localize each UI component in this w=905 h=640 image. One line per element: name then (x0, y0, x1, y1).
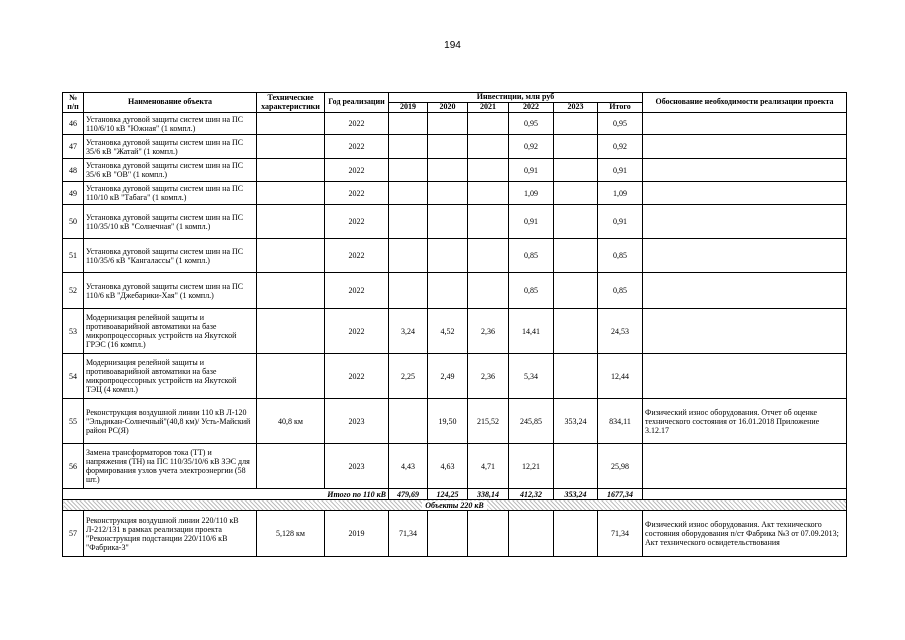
row-num: 57 (63, 511, 84, 557)
row-name: Установка дуговой защиты систем шин на ПС 110/10 кВ "Табага" (1 компл.) (84, 182, 257, 205)
row-2019 (389, 113, 428, 135)
row-tech (257, 239, 325, 273)
investment-table (62, 92, 847, 557)
row-2023 (554, 205, 598, 239)
header-2021: 2021 (468, 103, 509, 113)
table-row (63, 399, 847, 444)
table-row (63, 182, 847, 205)
header-num: № п/п (63, 93, 84, 113)
row-year: 2019 (325, 511, 389, 557)
row-tech (257, 113, 325, 135)
row-name: Установка дуговой защиты систем шин на ПС 110/6/10 кВ "Южная" (1 компл.) (84, 113, 257, 135)
row-2023 (554, 444, 598, 489)
row-2022 (509, 511, 554, 557)
summary-row (63, 489, 847, 500)
row-tech (257, 205, 325, 239)
row-2020 (428, 113, 468, 135)
row-total: 0,95 (598, 113, 643, 135)
row-2019 (389, 399, 428, 444)
row-total: 0,85 (598, 239, 643, 273)
row-2021 (468, 205, 509, 239)
row-2022: 12,21 (509, 444, 554, 489)
row-name: Модернизация релейной защиты и противоаварийной автоматики на базе микропроцессорных устройств на Якутской ТЭЦ (4 компл.) (84, 354, 257, 399)
row-tech (257, 309, 325, 354)
row-year: 2022 (325, 135, 389, 159)
row-2022: 0,92 (509, 135, 554, 159)
row-2020: 2,49 (428, 354, 468, 399)
page-number: 194 (444, 40, 461, 51)
row-2022: 0,91 (509, 205, 554, 239)
row-num: 52 (63, 273, 84, 309)
row-total: 0,85 (598, 273, 643, 309)
row-name: Установка дуговой защиты систем шин на ПС 35/6 кВ "Жатай" (1 компл.) (84, 135, 257, 159)
row-2020 (428, 273, 468, 309)
row-2023 (554, 159, 598, 182)
row-2019: 71,34 (389, 511, 428, 557)
section-title: Объекты 220 кВ (422, 501, 486, 510)
summary-2023: 353,24 (554, 489, 598, 500)
header-2023: 2023 (554, 103, 598, 113)
row-2022: 0,85 (509, 239, 554, 273)
row-year: 2022 (325, 239, 389, 273)
row-total: 0,91 (598, 159, 643, 182)
row-num: 49 (63, 182, 84, 205)
summary-2021: 338,14 (468, 489, 509, 500)
row-year: 2022 (325, 205, 389, 239)
row-year: 2022 (325, 182, 389, 205)
row-tech (257, 273, 325, 309)
row-num: 53 (63, 309, 84, 354)
row-justification (643, 273, 847, 309)
row-tech (257, 159, 325, 182)
table-row (63, 444, 847, 489)
table-row (63, 273, 847, 309)
row-2021: 4,71 (468, 444, 509, 489)
row-year: 2022 (325, 113, 389, 135)
row-year: 2022 (325, 309, 389, 354)
row-name: Установка дуговой защиты систем шин на ПС 110/35/10 кВ "Солнечная" (1 компл.) (84, 205, 257, 239)
row-tech (257, 444, 325, 489)
row-justification (643, 239, 847, 273)
row-2022: 14,41 (509, 309, 554, 354)
row-total: 0,91 (598, 205, 643, 239)
row-num: 51 (63, 239, 84, 273)
table-row (63, 309, 847, 354)
section-title-cell (63, 500, 847, 511)
table-row (63, 205, 847, 239)
section-row (63, 500, 847, 511)
table-row (63, 159, 847, 182)
row-name: Установка дуговой защиты систем шин на ПС 110/6 кВ "Джебарики-Хая" (1 компл.) (84, 273, 257, 309)
row-2020 (428, 205, 468, 239)
header-investments: Инвестиции, млн руб (389, 93, 643, 103)
row-name: Установка дуговой защиты систем шин на ПС 110/35/6 кВ "Кангалассы" (1 компл.) (84, 239, 257, 273)
row-2021 (468, 239, 509, 273)
row-total: 0,92 (598, 135, 643, 159)
row-tech: 40,8 км (257, 399, 325, 444)
row-2019 (389, 273, 428, 309)
row-year: 2022 (325, 159, 389, 182)
row-justification (643, 444, 847, 489)
row-2023 (554, 135, 598, 159)
row-num: 56 (63, 444, 84, 489)
summary-justification (643, 489, 847, 500)
table-row (63, 135, 847, 159)
row-2022: 0,91 (509, 159, 554, 182)
row-total: 834,11 (598, 399, 643, 444)
row-name: Реконструкция воздушной линии 110 кВ Л-120 "Эльдикан-Солнечный"(40,8 км)/ Усть-Майский район РС(Я) (84, 399, 257, 444)
row-2020 (428, 511, 468, 557)
header-name: Наименование объекта (84, 93, 257, 113)
table-row (63, 511, 847, 557)
row-2022: 245,85 (509, 399, 554, 444)
row-num: 48 (63, 159, 84, 182)
row-2021: 2,36 (468, 354, 509, 399)
row-2023 (554, 113, 598, 135)
row-2020 (428, 135, 468, 159)
table-row (63, 113, 847, 135)
summary-2020: 124,25 (428, 489, 468, 500)
row-2022: 0,85 (509, 273, 554, 309)
row-2021 (468, 135, 509, 159)
row-justification (643, 354, 847, 399)
row-2019 (389, 239, 428, 273)
row-2021 (468, 511, 509, 557)
row-total: 25,98 (598, 444, 643, 489)
row-2020 (428, 239, 468, 273)
row-total: 71,34 (598, 511, 643, 557)
row-num: 50 (63, 205, 84, 239)
row-year: 2023 (325, 444, 389, 489)
row-tech: 5,128 км (257, 511, 325, 557)
row-justification (643, 182, 847, 205)
row-year: 2022 (325, 354, 389, 399)
row-justification: Физический износ оборудования. Акт технического состояния оборудования п/ст Фабрика №3 от 07.09.2013; Акт технического освидетельствования (643, 511, 847, 557)
row-name: Установка дуговой защиты систем шин на ПС 35/6 кВ "ОВ" (1 компл.) (84, 159, 257, 182)
row-total: 24,53 (598, 309, 643, 354)
row-2021 (468, 159, 509, 182)
row-total: 1,09 (598, 182, 643, 205)
header-2020: 2020 (428, 103, 468, 113)
row-2021 (468, 273, 509, 309)
header-2019: 2019 (389, 103, 428, 113)
row-2023 (554, 239, 598, 273)
row-num: 47 (63, 135, 84, 159)
row-name: Реконструкция воздушной линии 220/110 кВ Л-212/131 в рамках реализации проекта "Реконструкция подстанции 220/110/6 кВ "Фабрика-3" (84, 511, 257, 557)
row-2022: 0,95 (509, 113, 554, 135)
row-justification (643, 205, 847, 239)
summary-label: Итого по 110 кВ (63, 489, 389, 500)
row-2019: 4,43 (389, 444, 428, 489)
row-year: 2022 (325, 273, 389, 309)
row-2020: 4,52 (428, 309, 468, 354)
summary-2022: 412,32 (509, 489, 554, 500)
row-2022: 5,34 (509, 354, 554, 399)
row-justification (643, 159, 847, 182)
row-num: 55 (63, 399, 84, 444)
row-2021 (468, 113, 509, 135)
row-2019 (389, 182, 428, 205)
row-2020 (428, 159, 468, 182)
row-2020 (428, 182, 468, 205)
row-2020: 4,63 (428, 444, 468, 489)
row-2019 (389, 205, 428, 239)
row-justification (643, 113, 847, 135)
row-2023 (554, 309, 598, 354)
header-justification: Обоснование необходимости реализации проекта (643, 93, 847, 113)
table-row (63, 354, 847, 399)
row-2023: 353,24 (554, 399, 598, 444)
row-2023 (554, 354, 598, 399)
row-total: 12,44 (598, 354, 643, 399)
row-2021: 2,36 (468, 309, 509, 354)
row-2020: 19,50 (428, 399, 468, 444)
row-justification (643, 135, 847, 159)
row-2023 (554, 511, 598, 557)
row-2019: 3,24 (389, 309, 428, 354)
header-year: Год реализации (325, 93, 389, 113)
row-name: Модернизация релейной защиты и противоаварийной автоматики на базе микропроцессорных устройств на Якутской ГРЭС (16 компл.) (84, 309, 257, 354)
row-year: 2023 (325, 399, 389, 444)
row-2019: 2,25 (389, 354, 428, 399)
row-2023 (554, 182, 598, 205)
row-2022: 1,09 (509, 182, 554, 205)
header-tech: Технические характеристики (257, 93, 325, 113)
row-num: 54 (63, 354, 84, 399)
row-2019 (389, 159, 428, 182)
table-row (63, 239, 847, 273)
row-tech (257, 135, 325, 159)
row-name: Замена трансформаторов тока (ТТ) и напряжения (ТН) на ПС 110/35/10/6 кВ ЗЭС для формирования узлов учета электроэнергии (58 шт.) (84, 444, 257, 489)
row-2021: 215,52 (468, 399, 509, 444)
summary-2019: 479,69 (389, 489, 428, 500)
row-2021 (468, 182, 509, 205)
row-tech (257, 354, 325, 399)
summary-total: 1677,34 (598, 489, 643, 500)
header-total: Итого (598, 103, 643, 113)
row-justification: Физический износ оборудования. Отчет об оценке технического состояния от 16.01.2018 Приложение 3.12.17 (643, 399, 847, 444)
row-tech (257, 182, 325, 205)
row-2023 (554, 273, 598, 309)
header-2022: 2022 (509, 103, 554, 113)
row-justification (643, 309, 847, 354)
row-num: 46 (63, 113, 84, 135)
row-2019 (389, 135, 428, 159)
